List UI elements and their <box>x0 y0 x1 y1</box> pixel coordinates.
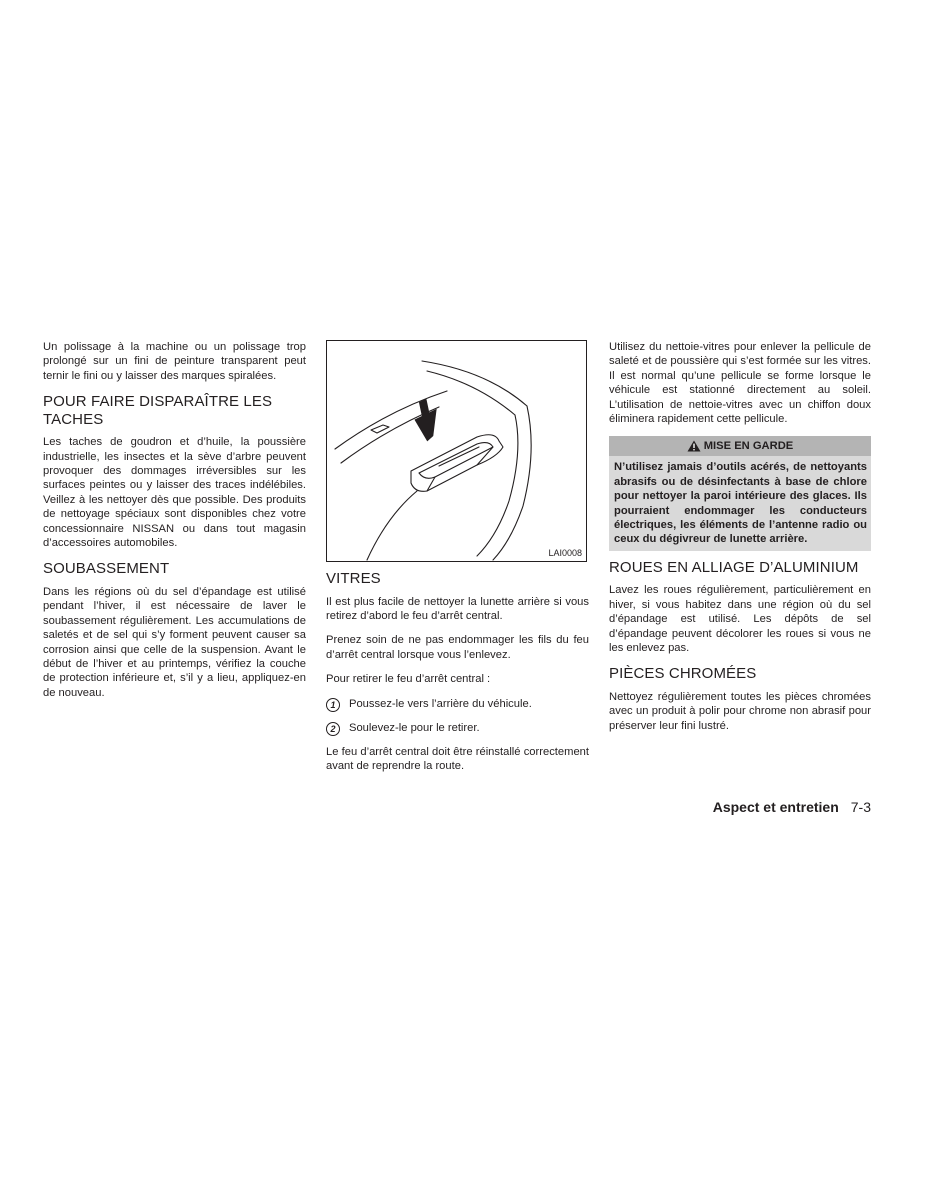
step-text: Soulevez-le pour le retirer. <box>349 721 480 734</box>
section-title-stains: POUR FAIRE DISPARAÎTRE LES TACHES <box>43 393 273 428</box>
brake-light-figure <box>326 340 587 562</box>
section-title-chrome: PIÈCES CHROMÉES <box>609 665 757 683</box>
stains-paragraph: Les taches de goudron et d’huile, la poussière industrielle, les insectes et la sève d’arbre peuvent provoquer des dommages irréversibles sur les surfaces peintes ou y laisser des traces indélébiles. Veillez à les nettoyer dès que possible. Des produits de nettoyage spéciaux sont disponibles chez votre concessionnaire NISSAN ou dans tout magasin d’accessoires automobiles. <box>43 436 306 550</box>
step-number-badge: 1 <box>326 698 340 712</box>
windows-paragraph-2: Prenez soin de ne pas endommager les fils du feu d’arrêt central lorsque vous l’enlevez. <box>326 634 589 661</box>
section-title-wheels: ROUES EN ALLIAGE D’ALUMINIUM <box>609 558 859 576</box>
figure-code: LAI0008 <box>548 548 582 558</box>
step-item <box>326 721 589 736</box>
column-right <box>609 340 871 743</box>
caution-box <box>609 436 871 550</box>
intro-paragraph: Un polissage à la machine ou un polissage trop prolongé sur un fini de peinture transparent peut ternir le fini ou y laisser des marques spiralées. <box>43 341 306 382</box>
caution-title: MISE EN GARDE <box>703 440 794 453</box>
section-title-underbody: SOUBASSEMENT <box>43 560 170 578</box>
brake-light-illustration <box>327 341 586 561</box>
caution-text: N’utilisez jamais d’outils acérés, de nettoyants abrasifs ou de désinfectants à base de chlore pour nettoyer la paroi intérieure des glaces. Ils pourraient endommager les conducteurs électriques, les éléments de l’antenne radio ou ceux du dégivreur de lunette arrière. <box>614 461 867 546</box>
step-text: Poussez-le vers l’arrière du véhicule. <box>349 697 532 710</box>
windows-paragraph-1: Il est plus facile de nettoyer la lunette arrière si vous retirez d’abord le feu d’arrêt central. <box>326 595 589 622</box>
step-number-badge: 2 <box>326 722 340 736</box>
column-left <box>43 340 306 710</box>
glass-paragraph: Utilisez du nettoie-vitres pour enlever la pellicule de saleté et de poussière qui s’est formée sur les vitres. Il est normal qu’une pellicule se forme lorsque le véhicule est stationné directement au soleil. L’utilisation de nettoie-vitres avec un chiffon doux éliminera rapidement cette pellicule. <box>609 341 871 426</box>
warning-triangle-icon <box>687 440 701 452</box>
caution-header <box>609 436 871 456</box>
windows-paragraph-3: Pour retirer le feu d’arrêt central : <box>326 673 491 686</box>
page-footer <box>713 798 871 816</box>
footer-chapter: Aspect et entretien <box>712 799 839 815</box>
footer-page-number: 7-3 <box>850 799 871 815</box>
step-item <box>326 697 589 712</box>
underbody-paragraph: Dans les régions où du sel d’épandage est utilisé pendant l’hiver, il est nécessaire de laver le soubassement régulièrement. Les accumulations de saletés et de sel qui s’y forment peuvent causer sa corrosion ainsi que celle de la suspension. Avant le début de l’hiver et au printemps, vérifiez la couche de protection inférieure et, s’il y a lieu, appliquez-en de nouveau. <box>43 585 306 699</box>
column-middle <box>326 340 589 783</box>
windows-paragraph-4: Le feu d’arrêt central doit être réinstallé correctement avant de reprendre la route. <box>326 745 589 772</box>
wheels-paragraph: Lavez les roues régulièrement, particulièrement en hiver, si vous habitez dans une région où du sel d’épandage est utilisé. Les dépôts de sel d’épandage peuvent décolorer les roues si vous ne les enlevez pas. <box>609 584 871 654</box>
section-title-windows: VITRES <box>326 570 381 587</box>
push-arrow-icon <box>411 397 443 443</box>
chrome-paragraph: Nettoyez régulièrement toutes les pièces chromées avec un produit à polir pour chrome non abrasif pour préserver leur fini lustré. <box>609 690 871 732</box>
